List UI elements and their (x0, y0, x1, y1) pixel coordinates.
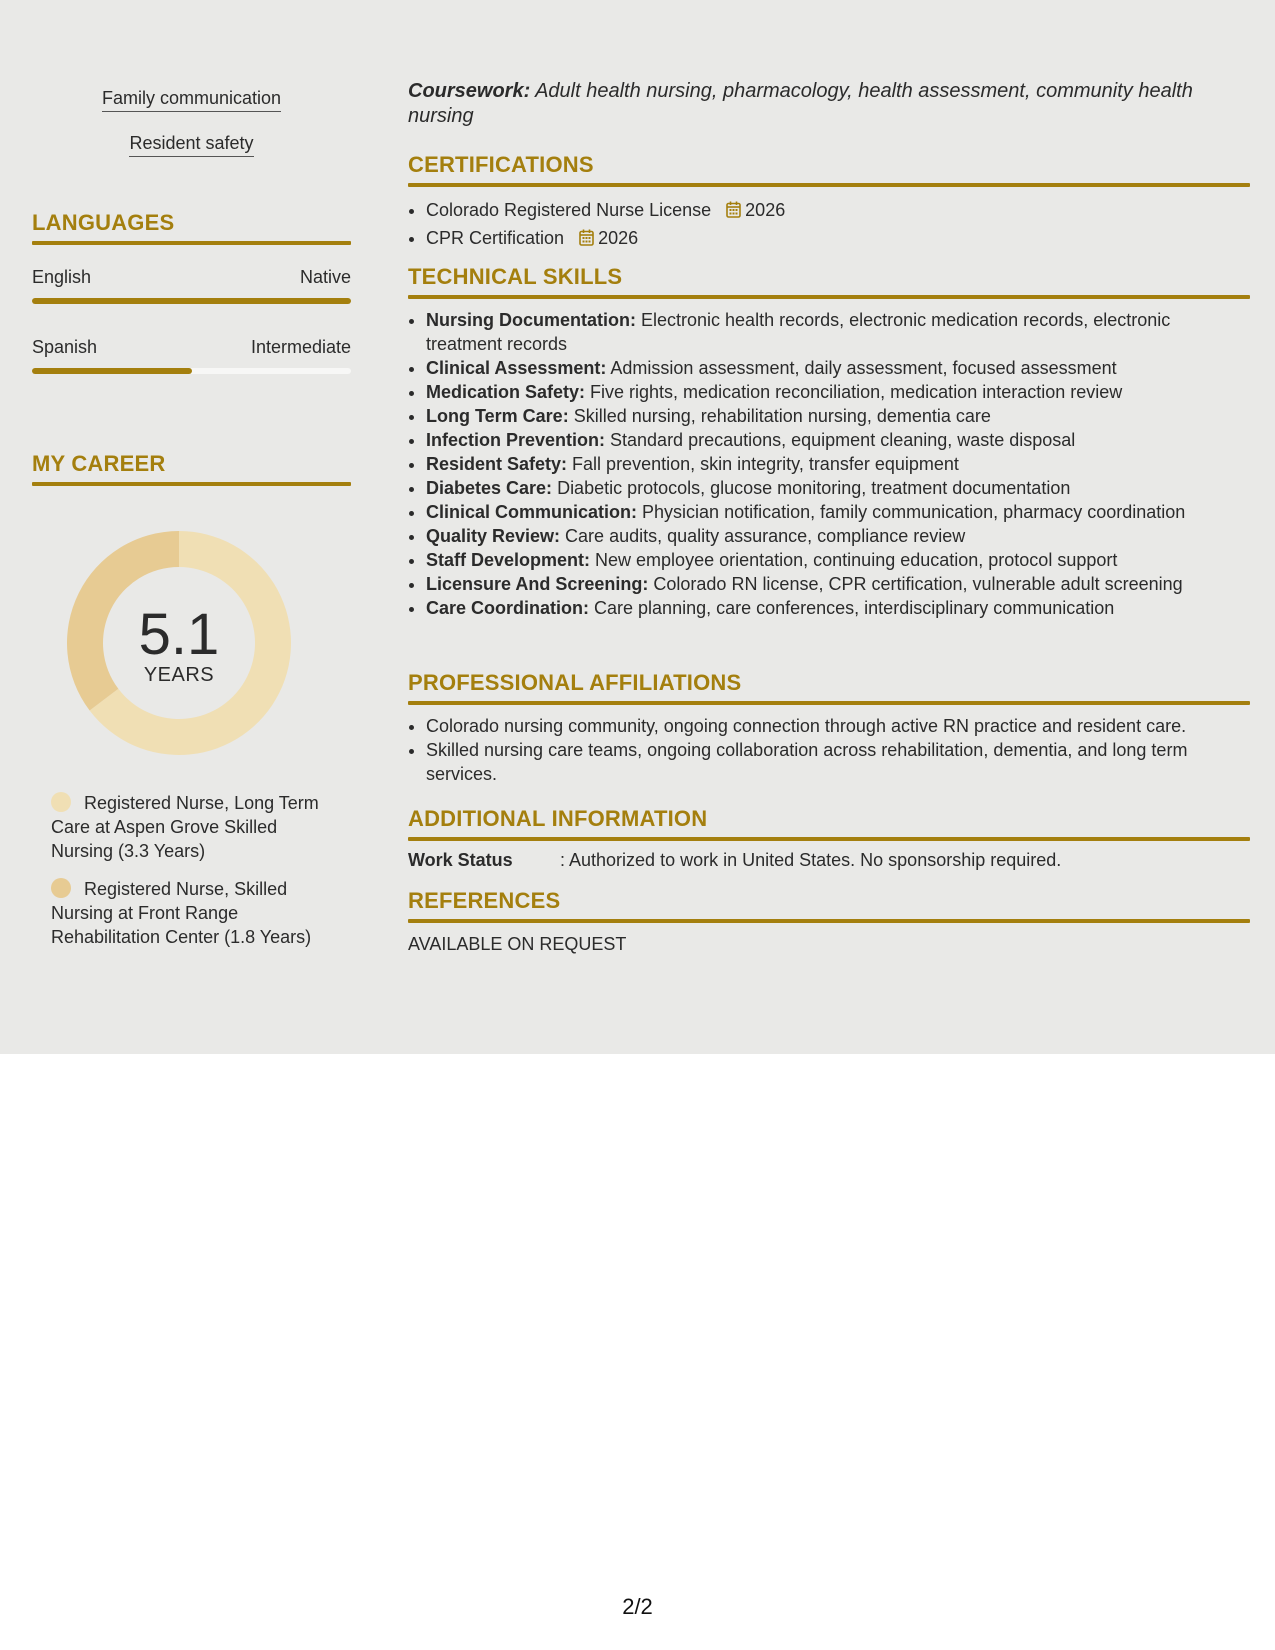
section-title: CERTIFICATIONS (408, 152, 594, 177)
calendar-icon (579, 229, 594, 246)
coursework-text: Adult health nursing, pharmacology, health assessment, community health nursing (408, 80, 1193, 127)
section-title: MY CAREER (32, 451, 166, 476)
technical-skill-label: Care Coordination: (426, 598, 590, 618)
certification-name: CPR Certification (426, 228, 565, 248)
references-text: AVAILABLE ON REQUEST (408, 934, 627, 954)
technical-skill-label: Nursing Documentation: (426, 310, 636, 330)
technical-skill-label: Clinical Assessment: (426, 358, 607, 378)
certifications-section (408, 152, 1250, 252)
section-divider (408, 183, 1250, 187)
technical-skill-item (426, 428, 1250, 452)
technical-skill-label: Clinical Communication: (426, 502, 638, 522)
technical-skill-text: Electronic health records, electronic medication records, electronic treatment records (426, 310, 1171, 354)
language-proficiency-bar (32, 368, 351, 374)
career-donut-chart (67, 531, 291, 755)
technical-skill-label: Quality Review: (426, 526, 561, 546)
technical-skill-text: Diabetic protocols, glucose monitoring, treatment documentation (552, 478, 1071, 498)
skill-tag[interactable]: Family communication (102, 88, 281, 112)
certification-item (426, 224, 1250, 252)
career-years-unit: YEARS (143, 664, 215, 686)
language-level: Intermediate (250, 337, 351, 357)
language-item (32, 267, 351, 304)
section-divider (408, 919, 1250, 923)
legend-dot (51, 878, 71, 898)
career-legend-item (51, 791, 337, 863)
calendar-icon (726, 201, 741, 218)
skill-tag[interactable]: Resident safety (129, 133, 253, 157)
section-divider (408, 295, 1250, 299)
certification-year: 2026 (598, 228, 639, 248)
certification-year: 2026 (745, 200, 786, 220)
technical-skill-label: Medication Safety: (426, 382, 586, 402)
technical-skill-item (426, 572, 1250, 596)
work-status-value: : Authorized to work in United States. No sponsorship required. (560, 850, 1062, 870)
work-status-label: Work Status (408, 850, 513, 870)
technical-skill-item (426, 452, 1250, 476)
career-total-years: 5.1 (138, 602, 220, 667)
technical-skill-item (426, 356, 1250, 380)
technical-skill-item (426, 404, 1250, 428)
legend-dot (51, 792, 71, 812)
career-section (32, 451, 351, 486)
career-legend-label: Registered Nurse, Skilled Nursing at Front Range Rehabilitation Center (1.8 Years) (51, 879, 312, 947)
section-title: ADDITIONAL INFORMATION (408, 806, 708, 831)
technical-skill-label: Licensure And Screening: (426, 574, 649, 594)
technical-skill-text: New employee orientation, continuing education, protocol support (590, 550, 1118, 570)
section-title: REFERENCES (408, 888, 561, 913)
technical-skill-text: Fall prevention, skin integrity, transfer equipment (567, 454, 959, 474)
section-divider (32, 482, 351, 486)
technical-skill-text: Five rights, medication reconciliation, medication interaction review (585, 382, 1123, 402)
references-section (408, 888, 1250, 955)
career-legend-label: Registered Nurse, Long Term Care at Aspen Grove Skilled Nursing (3.3 Years) (51, 793, 319, 861)
coursework (408, 79, 1208, 129)
technical-skill-item (426, 524, 1250, 548)
certification-name: Colorado Registered Nurse License (426, 200, 712, 220)
languages-section (32, 210, 351, 245)
language-name: English (32, 267, 92, 287)
section-divider (32, 241, 351, 245)
coursework-label: Coursework: (408, 80, 531, 102)
language-proficiency-bar (32, 298, 351, 304)
language-name: Spanish (32, 337, 98, 357)
technical-skill-label: Infection Prevention: (426, 430, 606, 450)
technical-skill-text: Standard precautions, equipment cleaning, waste disposal (605, 430, 1076, 450)
technical-skill-label: Long Term Care: (426, 406, 569, 426)
language-item (32, 337, 351, 374)
technical-skill-label: Resident Safety: (426, 454, 568, 474)
additional-info-section (408, 806, 1250, 871)
affiliation-item: • Colorado nursing community, ongoing connection through active RN practice and resident care. (426, 714, 1250, 738)
technical-skills-section (408, 264, 1250, 620)
affiliation-item: • Skilled nursing care teams, ongoing collaboration across rehabilitation, dementia, and long term services. (426, 738, 1250, 786)
technical-skill-item (426, 380, 1250, 404)
technical-skill-text: Care audits, quality assurance, compliance review (560, 526, 966, 546)
technical-skill-label: Diabetes Care: (426, 478, 553, 498)
section-divider (408, 837, 1250, 841)
affiliations-section (408, 670, 1250, 786)
technical-skill-item (426, 548, 1250, 572)
technical-skill-item (426, 500, 1250, 524)
section-title: TECHNICAL SKILLS (408, 264, 623, 289)
technical-skill-text: Admission assessment, daily assessment, focused assessment (606, 358, 1117, 378)
technical-skill-text: Physician notification, family communication, pharmacy coordination (637, 502, 1186, 522)
technical-skill-text: Skilled nursing, rehabilitation nursing, dementia care (568, 406, 991, 426)
technical-skill-text: Colorado RN license, CPR certification, vulnerable adult screening (648, 574, 1183, 594)
language-level: Native (299, 267, 351, 287)
page-number: 2/2 (622, 1594, 653, 1619)
section-title: LANGUAGES (32, 210, 175, 235)
section-divider (408, 701, 1250, 705)
section-title: PROFESSIONAL AFFILIATIONS (408, 670, 742, 695)
language-proficiency-fill (32, 368, 192, 374)
career-legend-item (51, 877, 337, 949)
technical-skill-label: Staff Development: (426, 550, 591, 570)
technical-skill-item (426, 476, 1250, 500)
technical-skill-item (426, 308, 1250, 356)
language-proficiency-fill (32, 298, 351, 304)
work-status-row (408, 850, 1250, 871)
technical-skill-text: Care planning, care conferences, interdisciplinary communication (589, 598, 1115, 618)
technical-skill-item (426, 596, 1250, 620)
certification-item (426, 196, 1250, 224)
